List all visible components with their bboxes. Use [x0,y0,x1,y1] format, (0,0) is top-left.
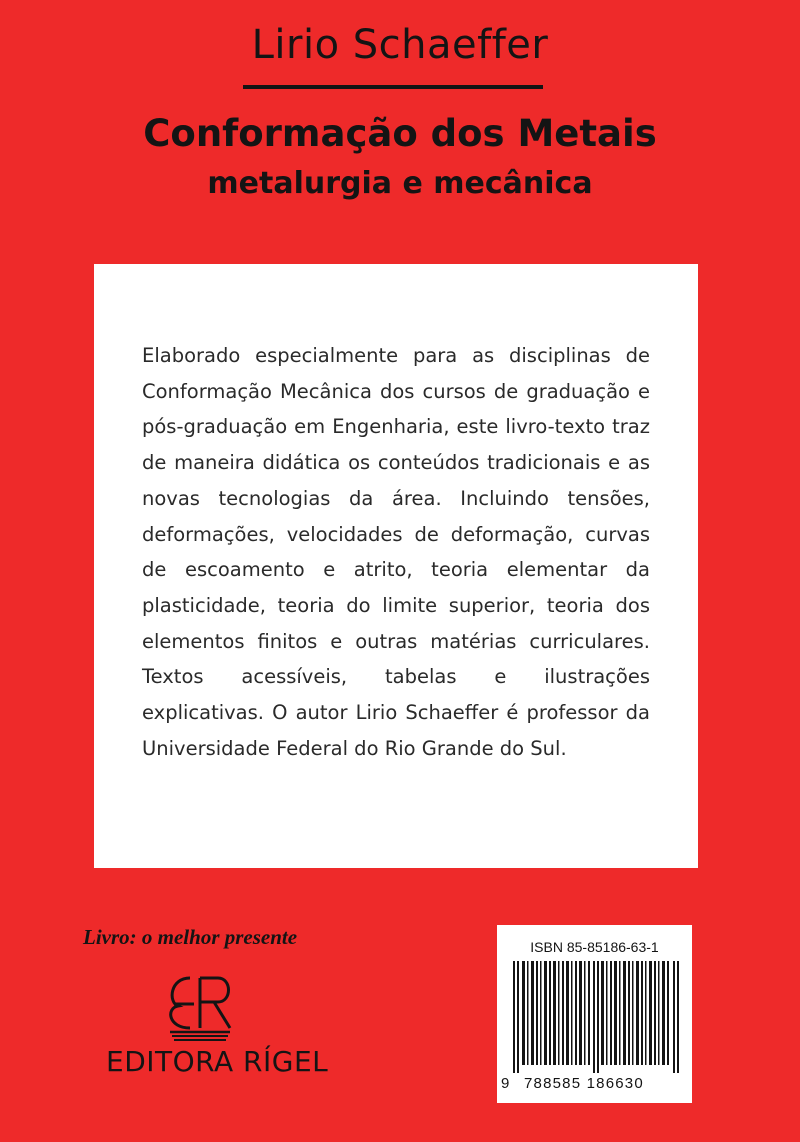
book-title: Conformação dos Metais [143,112,657,155]
isbn-box [497,925,692,1103]
author-name: Lirio Schaeffer [251,22,549,68]
author-underline [243,85,543,89]
barcode-icon [513,961,683,1073]
book-subtitle: metalurgia e mecânica [207,166,593,201]
tagline: Livro: o melhor presente [83,925,298,949]
blurb-text: Elaborado especialmente para as disciplinas de Conformação Mecânica dos cursos de graduação e pós-graduação em Engenharia, este livro-texto traz de maneira didática os conteúdos tradicionais e as novas tecnologias da área. Incluindo tensões, deformações, velocidades de deformação, curvas de escoamento e atrito, teoria elementar da plasticidade, teoria do limite superior, teoria dos elementos finitos e outras matérias curriculares. Textos acessíveis, tabelas e ilustrações explicativas. O autor Lirio Schaeffer é professor da Universidade Federal do Rio Grande do Sul. [142,344,650,760]
publisher-logo [160,972,242,1047]
blurb-box [94,264,698,868]
publisher-logo-icon [160,972,242,1042]
isbn-text: ISBN 85-85186-63-1 [530,939,659,955]
publisher-name: EDITORA RÍGEL [106,1045,329,1078]
isbn-first-digit: 9 [501,1075,510,1092]
isbn-digits: 788585 186630 [524,1075,644,1092]
